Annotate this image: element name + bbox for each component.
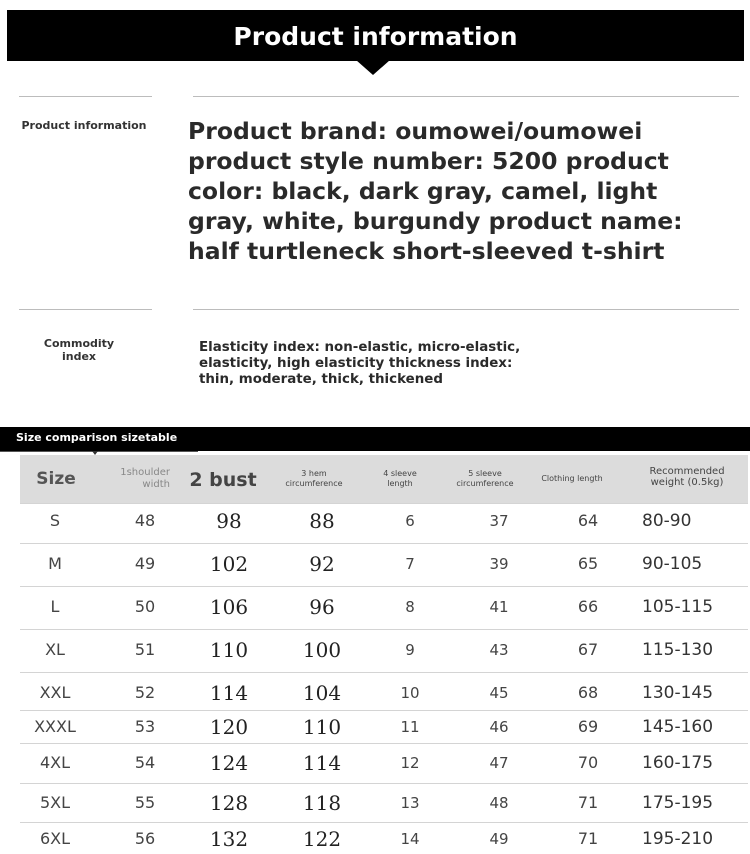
cell-hem-circumference: 122 xyxy=(302,827,342,851)
row-divider xyxy=(20,629,748,630)
divider xyxy=(193,309,739,310)
cell-hem-circumference: 114 xyxy=(302,751,342,775)
cell-size: L xyxy=(50,597,60,616)
cell-recommended-weight: 160-175 xyxy=(642,753,714,773)
commodity-index-description: Elasticity index: non-elastic, micro-elastic, elasticity, high elasticity thickness index: thin, moderate, thick, thickened xyxy=(199,340,521,387)
cell-sleeve-circumference: 49 xyxy=(489,830,509,848)
cell-sleeve-circumference: 37 xyxy=(489,512,509,530)
cell-bust: 98 xyxy=(216,509,242,533)
cell-recommended-weight: 105-115 xyxy=(642,597,714,617)
cell-sleeve-length: 12 xyxy=(400,754,420,772)
cell-sleeve-length: 11 xyxy=(400,718,420,736)
cell-bust: 114 xyxy=(209,681,249,705)
cell-sleeve-circumference: 45 xyxy=(489,684,509,702)
cell-sleeve-length: 8 xyxy=(405,598,415,616)
cell-hem-circumference: 110 xyxy=(302,715,342,739)
row-divider xyxy=(20,822,748,823)
cell-size: S xyxy=(49,511,61,530)
row-divider xyxy=(20,586,748,587)
cell-recommended-weight: 130-145 xyxy=(642,683,714,703)
cell-clothing-length: 69 xyxy=(577,717,599,736)
cell-bust: 124 xyxy=(209,751,249,775)
cell-bust: 132 xyxy=(209,827,249,851)
cell-clothing-length: 67 xyxy=(577,640,599,659)
cell-sleeve-length: 9 xyxy=(405,641,415,659)
cell-sleeve-circumference: 47 xyxy=(489,754,509,772)
row-divider xyxy=(20,710,748,711)
row-divider xyxy=(20,672,748,673)
cell-bust: 110 xyxy=(209,638,249,662)
cell-clothing-length: 64 xyxy=(577,511,599,530)
cell-sleeve-circumference: 43 xyxy=(489,641,509,659)
cell-sleeve-circumference: 41 xyxy=(489,598,509,616)
cell-clothing-length: 70 xyxy=(577,753,599,772)
cell-clothing-length: 68 xyxy=(577,683,599,702)
cell-recommended-weight: 115-130 xyxy=(642,640,714,660)
cell-shoulder-width: 53 xyxy=(134,717,156,736)
cell-shoulder-width: 56 xyxy=(134,829,156,848)
cell-hem-circumference: 96 xyxy=(309,595,335,619)
cell-sleeve-length: 14 xyxy=(400,830,420,848)
cell-size: 5XL xyxy=(39,793,71,812)
cell-clothing-length: 71 xyxy=(577,793,599,812)
cell-shoulder-width: 50 xyxy=(134,597,156,616)
cell-hem-circumference: 92 xyxy=(309,552,335,576)
cell-size: 4XL xyxy=(39,753,71,772)
cell-recommended-weight: 195-210 xyxy=(642,829,714,849)
row-divider xyxy=(20,503,748,504)
cell-hem-circumference: 88 xyxy=(309,509,335,533)
cell-size: XXXL xyxy=(34,717,76,736)
header-recommended-weight: Recommended weight (0.5kg) xyxy=(649,466,725,488)
divider xyxy=(193,96,739,97)
cell-size: XXL xyxy=(39,683,71,702)
cell-size: 6XL xyxy=(39,829,71,848)
size-table-title: Size comparison sizetable xyxy=(0,427,198,452)
row-divider xyxy=(20,743,748,744)
header-sleeve-circumference: 5 sleeve circumference xyxy=(456,469,514,488)
cell-sleeve-circumference: 48 xyxy=(489,794,509,812)
cell-sleeve-length: 10 xyxy=(400,684,420,702)
cell-hem-circumference: 118 xyxy=(302,791,342,815)
header-hem-circumference: 3 hem circumference xyxy=(285,469,343,488)
cell-sleeve-circumference: 39 xyxy=(489,555,509,573)
cell-size: M xyxy=(48,554,62,573)
cell-bust: 106 xyxy=(209,595,249,619)
cell-shoulder-width: 51 xyxy=(134,640,156,659)
cell-clothing-length: 66 xyxy=(577,597,599,616)
cell-clothing-length: 71 xyxy=(577,829,599,848)
cell-recommended-weight: 80-90 xyxy=(642,511,692,531)
header-size: Size xyxy=(36,469,76,489)
cell-sleeve-length: 7 xyxy=(405,555,415,573)
page-banner-title: Product information xyxy=(7,10,744,61)
cell-hem-circumference: 100 xyxy=(302,638,342,662)
cell-hem-circumference: 104 xyxy=(302,681,342,705)
cell-shoulder-width: 52 xyxy=(134,683,156,702)
cell-shoulder-width: 49 xyxy=(134,554,156,573)
cell-bust: 102 xyxy=(209,552,249,576)
row-divider xyxy=(20,783,748,784)
commodity-index-label: Commodity index xyxy=(43,337,115,363)
header-shoulder-width: 1shoulder width xyxy=(120,467,170,490)
cell-sleeve-length: 6 xyxy=(405,512,415,530)
divider xyxy=(19,96,152,97)
cell-sleeve-circumference: 46 xyxy=(489,718,509,736)
product-info-description: Product brand: oumowei/oumowei product style number: 5200 product color: black, dark gray, camel, light gray, white, burgundy product name: half turtleneck short-sleeved t-shirt xyxy=(188,117,683,265)
cell-recommended-weight: 175-195 xyxy=(642,793,714,813)
header-bust: 2 bust xyxy=(189,469,257,491)
cell-recommended-weight: 145-160 xyxy=(642,717,714,737)
cell-clothing-length: 65 xyxy=(577,554,599,573)
header-clothing-length: Clothing length xyxy=(541,474,603,483)
cell-size: XL xyxy=(45,640,65,659)
cell-shoulder-width: 55 xyxy=(134,793,156,812)
banner-pointer xyxy=(356,60,390,75)
cell-shoulder-width: 48 xyxy=(134,511,156,530)
header-sleeve-length: 4 sleeve length xyxy=(383,469,417,488)
row-divider xyxy=(20,543,748,544)
divider xyxy=(19,309,152,310)
cell-bust: 120 xyxy=(209,715,249,739)
product-info-label: Product information xyxy=(21,119,147,132)
cell-bust: 128 xyxy=(209,791,249,815)
cell-sleeve-length: 13 xyxy=(400,794,420,812)
cell-recommended-weight: 90-105 xyxy=(642,554,703,574)
cell-shoulder-width: 54 xyxy=(134,753,156,772)
